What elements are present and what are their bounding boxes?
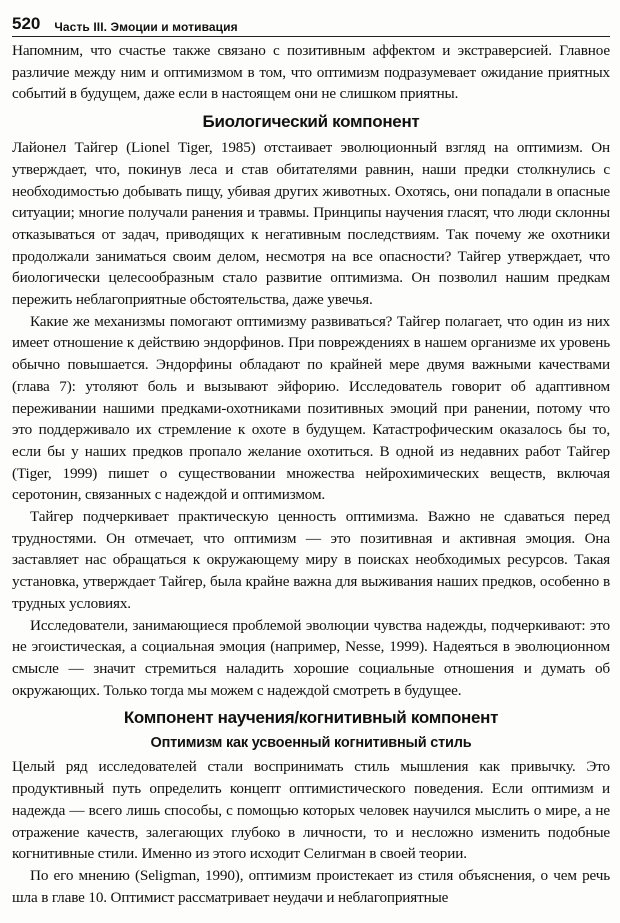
running-header [12, 6, 610, 37]
running-title: Часть III. Эмоции и мотивация [54, 20, 238, 34]
paragraph-bio-4: Исследователи, занимающиеся проблемой эволюции чувства надежды, подчеркивают: это не эгоистическая, а социальная эмоция (например, Nesse, 1999). Надеяться в эволюционном смысле — значит стремиться наладить хорошие социальные отношения и думать об окружающих. Только тогда мы можем с надеждой смотреть в будущее. [12, 616, 610, 699]
paragraph-bio-1: Лайонел Тайгер (Lionel Tiger, 1985) отстаивает эволюционный взгляд на оптимизм. Он утверждает, что, покинув леса и став обитателями равнин, наши предки столкнулись с необходимостью добывать пищу, убивая других животных. Охотясь, они попадали в опасные ситуации; многие получали ранения и травмы. Принципы научения гласят, что люди склонны отказываться от задач, приводящих к негативным последствиям. Так почему же охотники продолжали заниматься своим делом, несмотря на все опасности? Тайгер утверждает, что биологически целесообразным стало развитие оптимизма. Он позволил нашим предкам пережить неблагоприятные обстоятельства, даже увечья. [12, 139, 610, 309]
paragraph-intro: Напомним, что счастье также связано с позитивным аффектом и экстраверсией. Главное различие между ним и оптимизмом в том, что оптимизм подразумевает ожидание приятных событий в будущем, даже если в настоящем они не слишком приятны. [12, 42, 610, 103]
paragraph-learn-2: По его мнению (Seligman, 1990), оптимизм проистекает из стиля объяснения, о чем речь шла в главе 10. Оптимист рассматривает неудачи и неблагоприятные [12, 866, 610, 906]
heading-biological-component: Биологический компонент [202, 112, 420, 132]
paragraph-bio-3: Тайгер подчеркивает практическую ценность оптимизма. Важно не сдаваться перед трудностями. Он отмечает, что оптимизм — это позитивная и активная эмоция. Она заставляет нас обращаться к окружающему миру в поисках необходимых ресурсов. Такая установка, утверждает Тайгер, была крайне важна для выживания наших предков, особенно в трудных условиях. [12, 508, 610, 612]
page-number: 520 [12, 14, 41, 33]
paragraph-learn-1: Целый ряд исследователей стали воспринимать стиль мышления как привычку. Это продуктивный путь определить концепт оптимистического поведения. Если оптимизм и надежда — всего лишь способы, с помощью которых человек научился мыслить о мире, а не отражение качеств, залегающих глубоко в личности, то и несложно изменить подобные когнитивные стили. Именно из этого исходит Селигман в своей теории. [12, 758, 610, 863]
subheading-learned-style: Оптимизм как усвоенный когнитивный стиль [150, 735, 472, 752]
paragraph-bio-2: Какие же механизмы помогают оптимизму развиваться? Тайгер полагает, что один из них имеет отношение к действию эндорфинов. При повреждениях в нашем организме их уровень обычно повышается. Эндорфины обладают по крайней мере двумя важными качествами (глава 7): утоляют боль и вызывают эйфорию. Исследователь говорит об адаптивном переживании нашими предками-охотниками позитивных эмоций при ранении, потому что это поддерживало их стремление к охоте в будущем. Катастрофическим оказалось бы то, если бы у наших предков пропало желание охотиться. В одной из недавних работ Тайгер (Tiger, 1999) пишет о существовании множества нейрохимических веществ, включая серотонин, связанных с надеждой и оптимизмом. [12, 312, 610, 504]
heading-learning-component: Компонент научения/когнитивный компонент [123, 708, 499, 728]
page-body [12, 40, 610, 908]
